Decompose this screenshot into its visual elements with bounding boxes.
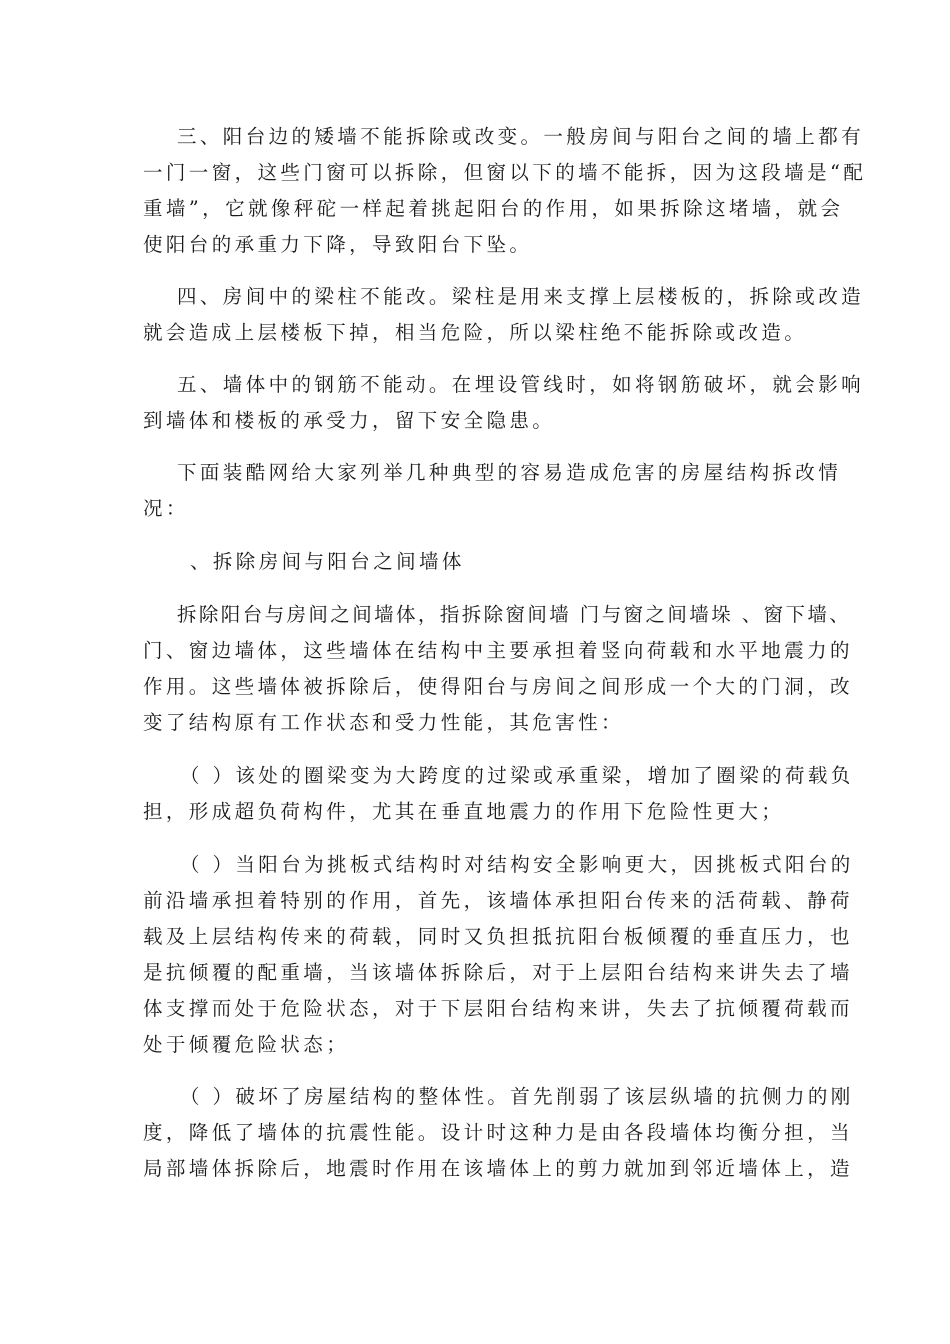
text-line: 况： [143,497,189,520]
text-line: 门、窗边墙体，这些墙体在结构中主要承担着竖向荷载和水平地震力的 [143,639,853,662]
text-line: 前沿墙承担着特别的作用，首先，该墙体承担阳台传来的活荷载、静荷 [143,889,853,912]
text-line: 到墙体和楼板的承受力，留下安全隐患。 [143,409,556,432]
text-line: 载及上层结构传来的荷载，同时又负担抵抗阳台板倾覆的垂直压力，也 [143,925,853,948]
text-line: 变了结构原有工作状态和受力性能，其危害性： [143,711,624,734]
text-line: 五、墙体中的钢筋不能动。在埋设管线时，如将钢筋破坏，就会影响 [177,373,865,396]
text-line: 使阳台的承重力下降，导致阳台下坠。 [143,233,533,256]
text-line: 三、阳台边的矮墙不能拆除或改变。一般房间与阳台之间的墙上都有 [177,125,865,148]
text-line: 体支撑而处于危险状态，对于下层阳台结构来讲，失去了抗倾覆荷载而 [143,997,853,1020]
text-line: 局部墙体拆除后，地震时作用在该墙体上的剪力就加到邻近墙体上，造 [143,1157,853,1180]
text-line: （ ）破坏了房屋结构的整体性。首先削弱了该层纵墙的抗侧力的刚 [180,1085,854,1108]
text-line: 就会造成上层楼板下掉，相当危险，所以梁柱绝不能拆除或改造。 [143,321,808,344]
text-line: 是抗倾覆的配重墙，当该墙体拆除后，对于上层阳台结构来讲失去了墙 [143,961,853,984]
text-line: 作用。这些墙体被拆除后，使得阳台与房间之间形成一个大的门洞，改 [143,675,853,698]
text-line: 一门一窗，这些门窗可以拆除，但窗以下的墙不能拆，因为这段墙是“配 [143,161,867,184]
text-line: 四、房间中的梁柱不能改。梁柱是用来支撑上层楼板的，拆除或改造 [177,285,865,308]
text-line: （ ）当阳台为挑板式结构时对结构安全影响更大，因挑板式阳台的 [180,853,854,876]
text-line: （ ）该处的圈梁变为大跨度的过梁或承重梁，增加了圈梁的荷载负 [180,764,854,787]
text-line: 拆除阳台与房间之间墙体，指拆除窗间墙 门与窗之间墙垛 、窗下墙、 [177,603,852,626]
text-line: 重墙”，它就像秤砣一样起着挑起阳台的作用，如果拆除这堵墙，就会 [143,197,844,220]
text-line: 下面装酷网给大家列举几种典型的容易造成危害的房屋结构拆改情 [177,461,842,484]
text-line: 担，形成超负荷构件，尤其在垂直地震力的作用下危险性更大； [143,800,785,823]
text-line: 度，降低了墙体的抗震性能。设计时这种力是由各段墙体均衡分担，当 [143,1121,853,1144]
heading-line: 、拆除房间与阳台之间墙体 [190,550,465,573]
text-line: 处于倾覆危险状态； [143,1033,350,1056]
